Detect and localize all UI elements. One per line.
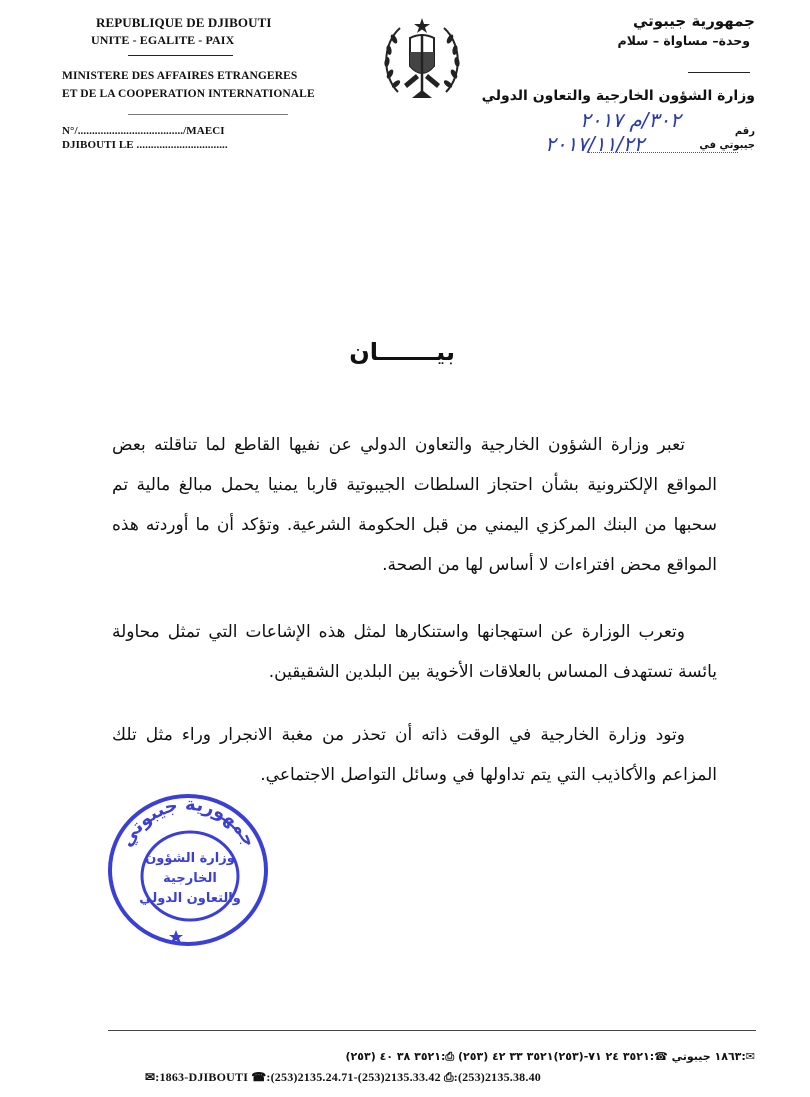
divider [688, 72, 750, 73]
document-title: بيـــــــان [349, 338, 455, 366]
paragraph-2: وتعرب الوزارة عن استهجانها واستنكارها لمثل هذه الإشاعات التي تمثل محاولة يائسة تستهدف المساس بالعلاقات الأخوية بين البلدين الشقيقين. [112, 622, 717, 682]
ministry-name-ar: وزارة الشؤون الخارجية والتعاون الدولي [481, 88, 755, 104]
stamp-outer-text: جمهورية جيبوتي [115, 793, 261, 851]
republic-name-ar: جمهورية جيبوتي [632, 12, 755, 30]
official-stamp [104, 790, 272, 950]
stamp-inner-line2: الخارجية [163, 871, 217, 886]
motto-ar: وحدة– مساواة – سلام [617, 33, 750, 48]
reference-number-line: N°/...................................../MAECI [62, 125, 225, 137]
paragraph-1: تعبر وزارة الشؤون الخارجية والتعاون الدولي عن نفيها القاطع لما تناقلته بعض المواقع الإلكترونية بشأن احتجاز السلطات الجيبوتية قاربا يمنيا يحمل مبالغ مالية تم سحبها من البنك المركزي اليمني من قبل الحكومة الشرعية. وتؤكد أن ما أوردته هذه المواقع محض افتراءات لا أساس لها من الصحة. [112, 435, 717, 575]
ministry-line2-fr: ET DE LA COOPERATION INTERNATIONALE [62, 88, 315, 100]
motto-fr: UNITE - EGALITE - PAIX [91, 33, 235, 47]
svg-text:جمهورية جيبوتي [116, 794, 260, 851]
ministry-line1-fr: MINISTERE DES AFFAIRES ETRANGERES [62, 70, 298, 82]
footer-divider [108, 1030, 756, 1031]
handwritten-date: ٢٠١٧/١١/٢٢ [545, 132, 645, 156]
handwritten-reference-number: ٣٠٢/م ٢٠١٧ [580, 108, 681, 132]
divider [128, 55, 233, 56]
stamp-inner-line1: وزارة الشؤون [145, 851, 235, 866]
date-line-fr: DJIBOUTI LE ................................ [62, 139, 228, 151]
divider [128, 114, 288, 115]
date-label-ar: جيبوتي في [699, 140, 755, 151]
footer-contact-fr: ✉:1863-DJIBOUTI ☎:(253)2135.24.71-(253)2135.33.42 ⎙:(253)2135.38.40 [145, 1070, 541, 1084]
djibouti-coat-of-arms-icon [376, 14, 468, 106]
republic-name-fr: REPUBLIQUE DE DJIBOUTI [96, 15, 272, 30]
footer-contact-ar: ✉:١٨٦٣ جيبوتي ☎:٣٥٢١ ٢٤ ٧١-(٢٥٣)٣٥٢١ ٣٣ ٤٢ (٢٥٣) ⎙:٣٥٢١ ٣٨ ٤٠ (٢٥٣) [345, 1050, 755, 1063]
paragraph-3: وتود وزارة الخارجية في الوقت ذاته أن تحذر من مغبة الانجرار وراء مثل تلك المزاعم والأكاذيب التي يتم تداولها في وسائل التواصل الاجتماعي. [112, 725, 717, 785]
dotted-line [588, 152, 738, 154]
number-label-ar: رقم [734, 126, 755, 137]
stamp-inner-line3: والتعاون الدولي [139, 891, 241, 906]
